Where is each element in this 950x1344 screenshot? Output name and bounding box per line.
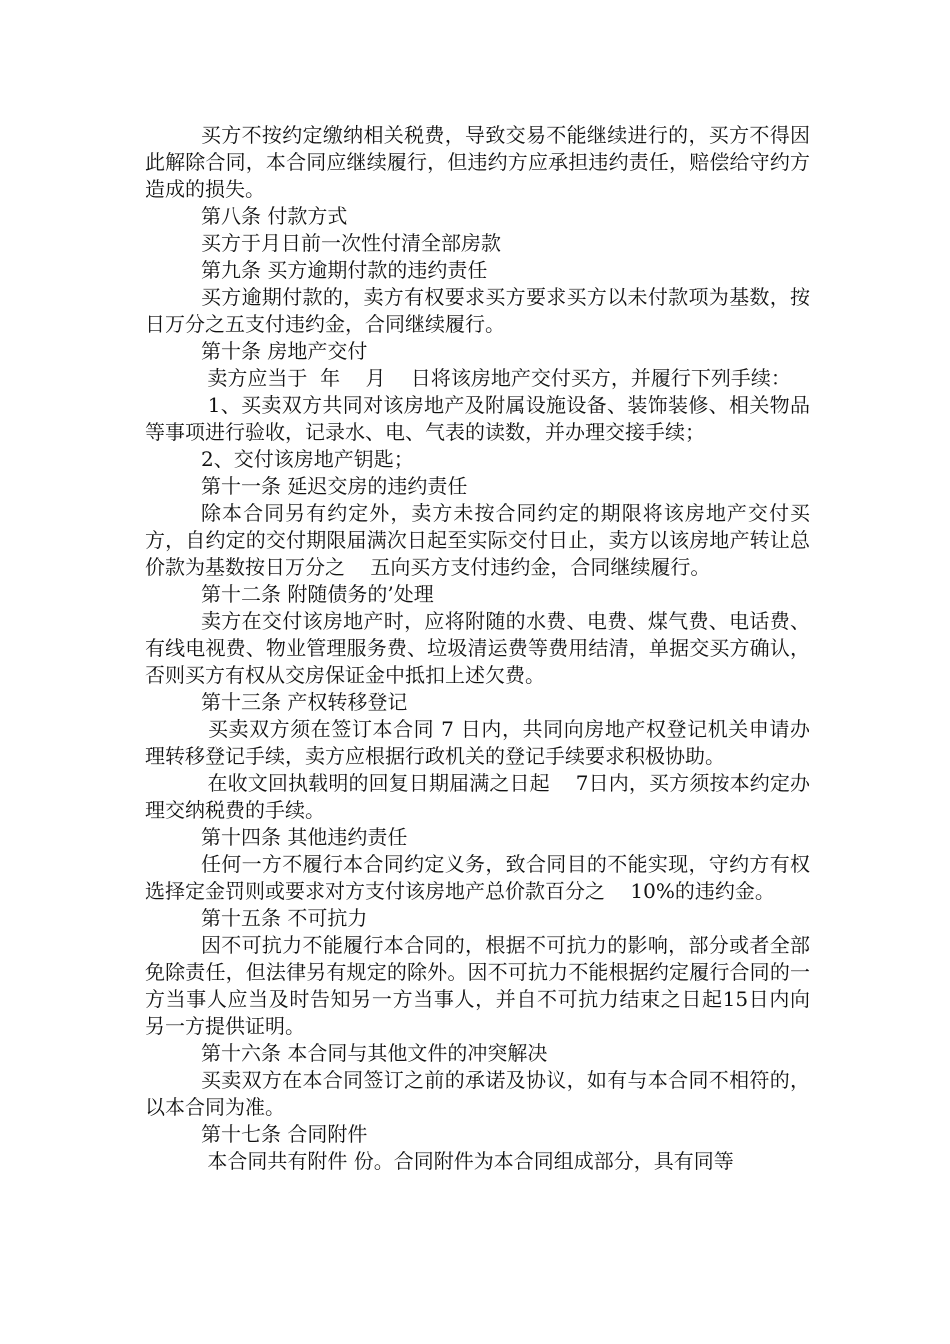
paragraph: 1、买卖双方共同对该房地产及附属设施设备、装饰装修、相关物品等事项进行验收，记录水、电、气表的读数，并办理交接手续； xyxy=(145,393,811,444)
paragraph: 卖方在交付该房地产时，应将附随的水费、电费、煤气费、电话费、有线电视费、物业管理服务费、垃圾清运费等费用结清，单据交买方确认，否则买方有权从交房保证金中抵扣上述欠费。 xyxy=(145,609,810,687)
paragraph: 买方逾期付款的，卖方有权要求买方要求买方以未付款项为基数，按日万分之五支付违约金，合同继续履行。 xyxy=(145,285,810,336)
article-heading: 第八条 付款方式 xyxy=(201,204,348,228)
paragraph: 卖方应当于 年 月 日将该房地产交付买方，并履行下列手续： xyxy=(201,366,791,390)
paragraph: 买卖双方须在签订本合同 7 日内，共同向房地产权登记机关申请办理转移登记手续，卖方应根据行政机关的登记手续要求积极协助。 xyxy=(145,717,810,768)
paragraph: 2、交付该房地产钥匙； xyxy=(201,447,414,471)
paragraph: 在收文回执载明的回复日期届满之日起 7日内，买方须按本约定办理交纳税费的手续。 xyxy=(145,771,811,822)
article-heading: 第九条 买方逾期付款的违约责任 xyxy=(201,258,488,282)
article-heading: 第十六条 本合同与其他文件的冲突解决 xyxy=(201,1041,548,1065)
document-page xyxy=(145,122,810,1175)
paragraph: 因不可抗力不能履行本合同的，根据不可抗力的影响，部分或者全部免除责任，但法律另有规定的除外。因不可抗力不能根据约定履行合同的一方当事人应当及时告知另一方当事人，并自不可抗力结束之日起15日内向另一方提供证明。 xyxy=(145,933,810,1038)
article-heading: 第十四条 其他违约责任 xyxy=(201,825,408,849)
article-heading: 第十三条 产权转移登记 xyxy=(201,690,408,714)
article-heading: 第十五条 不可抗力 xyxy=(201,906,368,930)
article-heading: 第十七条 合同附件 xyxy=(201,1122,368,1146)
paragraph: 买卖双方在本合同签订之前的承诺及协议，如有与本合同不相符的，以本合同为准。 xyxy=(145,1068,810,1119)
article-heading: 第十二条 附随债务的’处理 xyxy=(201,582,434,606)
paragraph: 买方于月日前一次性付清全部房款 xyxy=(201,231,501,255)
paragraph: 买方不按约定缴纳相关税费，导致交易不能继续进行的，买方不得因此解除合同，本合同应继续履行，但违约方应承担违约责任，赔偿给守约方造成的损失。 xyxy=(145,123,810,201)
paragraph: 除本合同另有约定外，卖方未按合同约定的期限将该房地产交付买方，自约定的交付期限届满次日起至实际交付日止，卖方以该房地产转让总价款为基数按日万分之 五向买方支付违约金，合同继续履行。 xyxy=(145,501,810,579)
paragraph: 本合同共有附件 份。合同附件为本合同组成部分，具有同等 xyxy=(201,1149,734,1173)
article-heading: 第十一条 延迟交房的违约责任 xyxy=(201,474,468,498)
article-heading: 第十条 房地产交付 xyxy=(201,339,368,363)
paragraph: 任何一方不履行本合同约定义务，致合同目的不能实现，守约方有权选择定金罚则或要求对方支付该房地产总价款百分之 10%的违约金。 xyxy=(145,852,810,903)
